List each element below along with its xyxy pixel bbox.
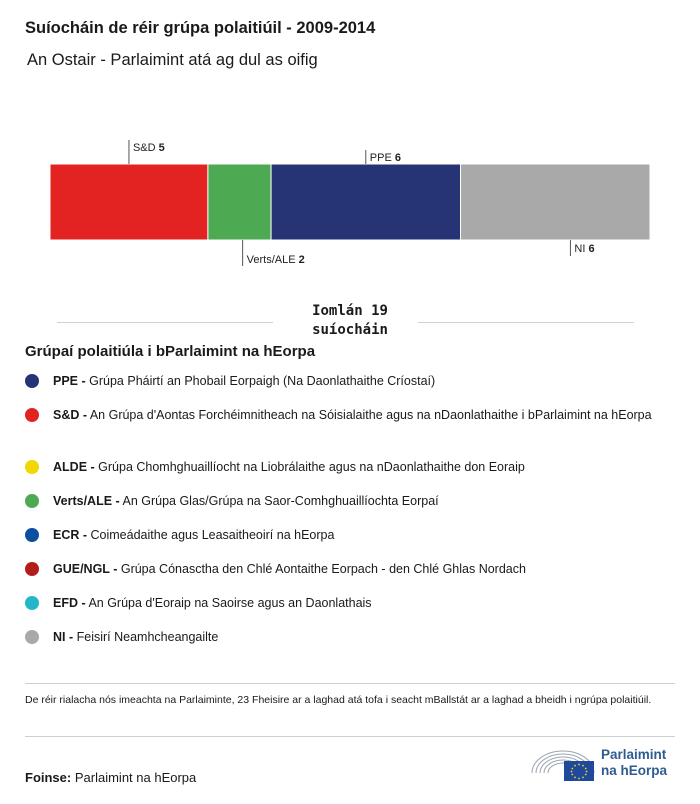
bar-segment <box>208 164 271 240</box>
footer-divider-top <box>25 683 675 684</box>
legend-abbr: PPE - <box>53 374 86 388</box>
legend-swatch-icon <box>25 460 39 474</box>
hemicycle-icon <box>530 745 596 785</box>
legend-desc: Grúpa Pháirtí an Phobail Eorpaigh (Na Daonlathaithe Críostaí) <box>89 374 436 388</box>
legend-swatch-icon <box>25 630 39 644</box>
legend-swatch-icon <box>25 562 39 576</box>
legend-desc: An Grúpa d'Eoraip na Saoirse agus an Daonlathais <box>88 596 372 610</box>
source-label: Foinse: <box>25 770 72 785</box>
bar-label-value: 6 <box>394 152 401 164</box>
bar-segment <box>50 164 208 240</box>
source-text: Parlaimint na hEorpa <box>74 770 197 785</box>
footer-divider-bottom <box>25 736 675 737</box>
total-seats-line2: suíocháin <box>312 322 388 338</box>
bar-label-name: S&D <box>132 142 159 154</box>
bar-label-name: NI <box>574 243 589 255</box>
legend-swatch-icon <box>25 596 39 610</box>
logo-line1: Parlaimint <box>601 747 667 762</box>
source-line <box>25 770 196 785</box>
bar-segment <box>271 164 460 240</box>
legend-swatch-icon <box>25 408 39 422</box>
legend-text <box>53 492 668 510</box>
legend-text <box>53 560 668 578</box>
bar-label <box>574 243 594 255</box>
bar-label <box>370 152 401 164</box>
bar-label-value: 5 <box>158 142 165 154</box>
bar-segment <box>461 164 650 240</box>
total-seats <box>290 302 410 340</box>
logo-line2: na hEorpa <box>601 763 668 778</box>
legend-desc: An Grúpa Glas/Grúpa na Saor-Comhghuaillíochta Eorpaí <box>122 494 439 508</box>
legend-text <box>53 594 668 612</box>
divider-left <box>57 322 273 323</box>
seat-bar-chart <box>0 130 700 275</box>
bar-label-value: 2 <box>298 254 305 266</box>
bar-label-name: Verts/ALE <box>246 254 299 266</box>
legend-abbr: ALDE - <box>53 460 95 474</box>
legend-swatch-icon <box>25 374 39 388</box>
bar-label-name: PPE <box>369 152 395 164</box>
legend-title: Grúpaí polaitiúla i bParlaimint na hEorpa <box>25 343 316 360</box>
legend-desc: An Grúpa d'Aontas Forchéimnitheach na Sóisialaithe agus na nDaonlathaithe i bParlaimint na hEorpa <box>89 408 652 422</box>
legend-abbr: GUE/NGL - <box>53 562 118 576</box>
legend-desc: Grúpa Chomhghuaillíocht na Liobrálaithe agus na nDaonlathaithe don Eoraip <box>98 460 525 474</box>
legend-text <box>53 526 668 544</box>
legend-desc: Feisirí Neamhcheangailte <box>76 630 219 644</box>
legend-desc: Coimeádaithe agus Leasaitheoirí na hEorpa <box>90 528 335 542</box>
footnote: De réir rialacha nós imeachta na Parlaiminte, 23 Fheisire ar a laghad atá tofa i seacht mBallstát ar a laghad a bheidh i ngrúpa polaitiúil. <box>25 694 652 706</box>
legend-abbr: ECR - <box>53 528 88 542</box>
legend-swatch-icon <box>25 494 39 508</box>
legend-text <box>53 628 668 646</box>
legend-abbr: EFD - <box>53 596 86 610</box>
divider-right <box>418 322 634 323</box>
legend-abbr: NI - <box>53 630 74 644</box>
bar-label <box>247 254 305 266</box>
total-seats-line1: Iomlán 19 <box>312 303 388 319</box>
bar-label <box>133 142 165 154</box>
chart-subtitle: An Ostair - Parlaimint atá ag dul as oifig <box>27 51 318 69</box>
legend-desc: Grúpa Cónasctha den Chlé Aontaithe Eorpach - den Chlé Ghlas Nordach <box>120 562 526 576</box>
bar-label-value: 6 <box>588 243 595 255</box>
legend-swatch-icon <box>25 528 39 542</box>
legend-abbr: S&D - <box>53 408 88 422</box>
chart-title: Suíocháin de réir grúpa polaitiúil - 2009-2014 <box>25 19 376 37</box>
legend-text <box>53 406 668 424</box>
legend-text <box>53 458 668 476</box>
legend-text <box>53 372 668 390</box>
parliament-logo <box>530 745 680 785</box>
logo-text <box>601 747 667 779</box>
legend-abbr: Verts/ALE - <box>53 494 120 508</box>
